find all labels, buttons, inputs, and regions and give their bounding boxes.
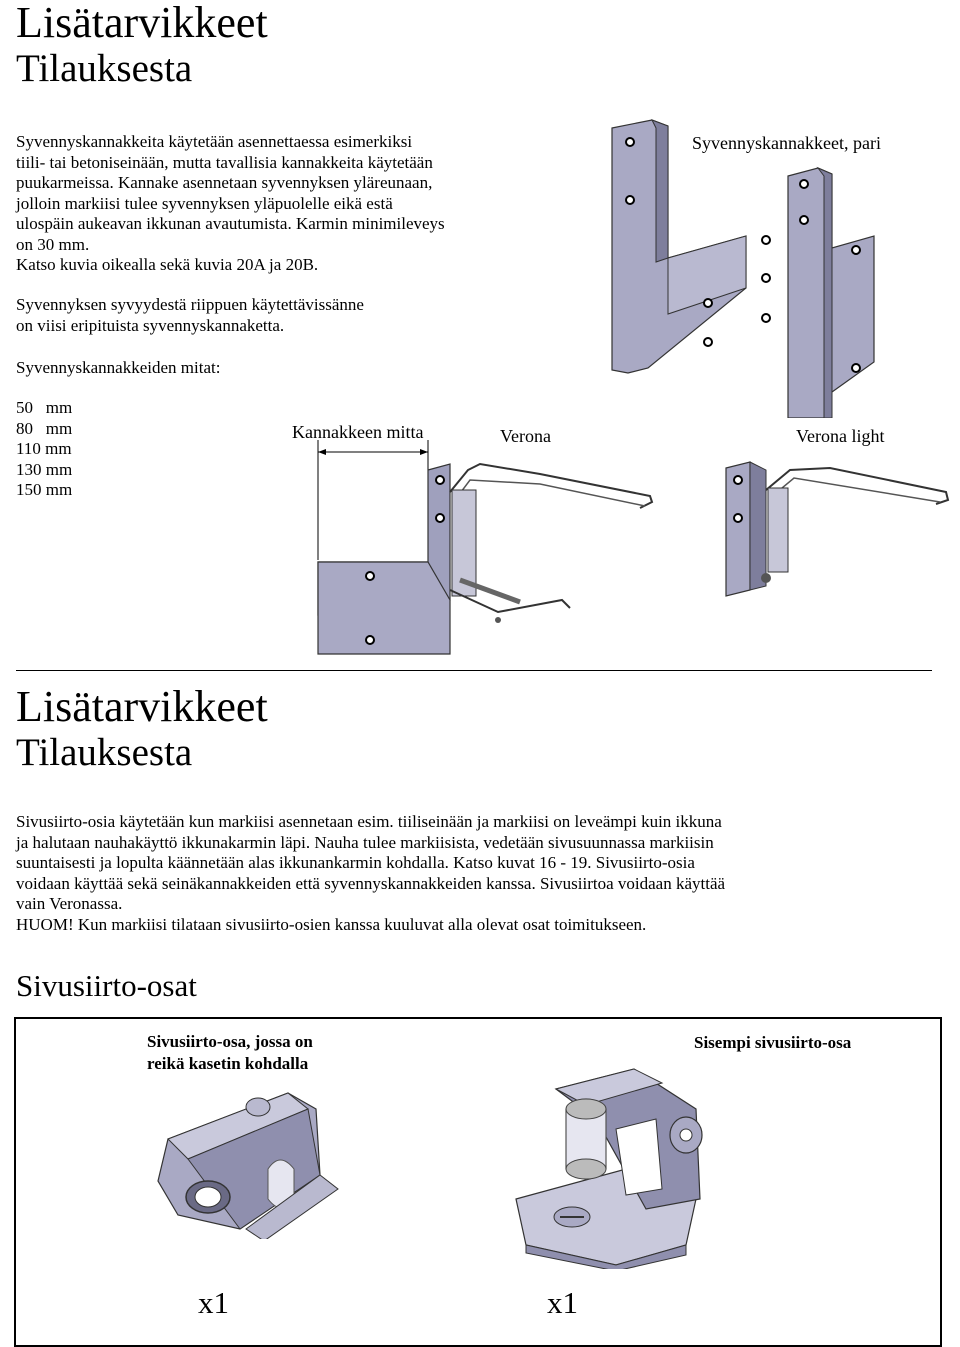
- text-line: puukarmeissa. Kannake asennetaan syvennyksen yläreunaan,: [16, 173, 433, 192]
- text-line: voidaan käyttää sekä seinäkannakkeiden että syvennyskannakkeiden kanssa. Sivusiirtoa voidaan käyttää: [16, 873, 726, 893]
- section2-title: Lisätarvikkeet: [16, 682, 268, 731]
- section3-title: Sivusiirto-osat: [16, 968, 197, 1003]
- section1-paragraph2: [16, 295, 606, 336]
- section1-title: Lisätarvikkeet: [16, 0, 268, 47]
- section-divider: [16, 670, 932, 671]
- dim-item: 110 mm: [16, 439, 72, 458]
- text-line: vain Veronassa.: [16, 894, 123, 913]
- text-line: Syvennyksen syvyydestä riippuen käytettävissänne: [16, 295, 364, 314]
- section2-subtitle: Tilauksesta: [16, 731, 193, 774]
- text-line: tiili- tai betoniseinään, mutta tavallisia kannakkeita käytetään: [16, 152, 433, 172]
- bracket-pair-illustration: [606, 118, 896, 418]
- bracket-pair-label: Syvennyskannakkeet, pari: [692, 133, 881, 153]
- part2-label: Sisempi sivusiirto-osa: [694, 1033, 852, 1052]
- dims-list: [16, 398, 72, 501]
- part1-label-line: Sivusiirto-osa, jossa on: [147, 1032, 313, 1051]
- verona-label: Verona: [500, 426, 551, 446]
- part1-label: [147, 1031, 313, 1075]
- text-line: suuntaisesti ja lopulta käännetään alas ikkunankarmin kohdalla. Katso kuvat 16 - 19. Sivusiirto-osia: [16, 853, 695, 872]
- dim-item: 80 mm: [16, 418, 73, 438]
- text-line: HUOM! Kun markiisi tilataan sivusiirto-osien kanssa kuuluvat alla olevat osat toimitukseen.: [16, 914, 647, 934]
- text-line: on 30 mm.: [16, 234, 90, 254]
- side-shift-part-with-hole-illustration: [148, 1079, 348, 1239]
- verona-light-mount-illustration: [710, 440, 950, 610]
- text-line: on viisi eripituista syvennyskannaketta.: [16, 315, 285, 335]
- dim-item: 130 mm: [16, 459, 73, 479]
- inner-side-shift-part-illustration: [486, 1049, 736, 1269]
- verona-mount-illustration: [300, 440, 660, 660]
- text-line: jolloin markiisi tulee syvennyksen yläpuolelle eikä estä: [16, 193, 393, 213]
- dim-item: 50 mm: [16, 398, 73, 417]
- text-line: Katso kuvia oikealla sekä kuvia 20A ja 20B.: [16, 255, 319, 274]
- part1-label-line: reikä kasetin kohdalla: [147, 1054, 309, 1073]
- section1-subtitle: Tilauksesta: [16, 47, 193, 90]
- dims-title: Syvennyskannakkeiden mitat:: [16, 358, 221, 377]
- part1-quantity: x1: [198, 1285, 229, 1320]
- right-bracket: [762, 168, 874, 418]
- part2-quantity: x1: [547, 1285, 578, 1320]
- text-line: ja halutaan nauhakäyttö ikkunakarmin läpi. Nauha tulee markiisista, vedetään sivusuunnassa markiisin: [16, 832, 714, 852]
- text-line: Syvennyskannakkeita käytetään asennettaessa esimerkiksi: [16, 132, 413, 151]
- section1-paragraph1: [16, 132, 606, 276]
- dim-item: 150 mm: [16, 480, 73, 499]
- text-line: Sivusiirto-osia käytetään kun markiisi asennetaan esim. tiiliseinään ja markiisi on leveämpi kuin ikkuna: [16, 812, 722, 831]
- bracket-measure-label: Kannakkeen mitta: [292, 422, 424, 442]
- verona-light-label: Verona light: [796, 426, 885, 446]
- text-line: ulospäin aukeavan ikkunan avautumista. Karmin minimileveys: [16, 214, 445, 233]
- left-bracket: [612, 120, 746, 373]
- section2-paragraph: [16, 812, 941, 935]
- parts-box: [14, 1017, 942, 1347]
